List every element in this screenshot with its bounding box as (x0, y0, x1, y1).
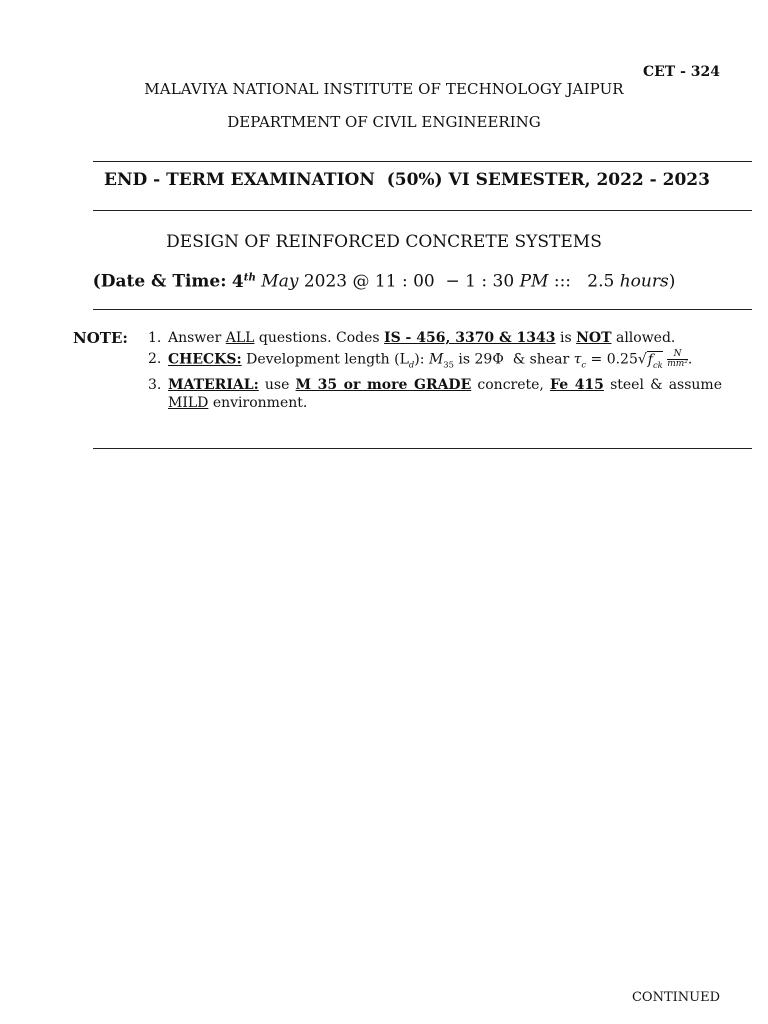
note-item: 1. Answer ALL questions. Codes IS - 456, 3370 & 1343 is NOT allowed. (148, 330, 676, 346)
grade-text: M 35 or more GRADE (295, 377, 472, 394)
exam-pm: PM (519, 271, 549, 292)
note-item: 3. MATERIAL: use M 35 or more GRADE concrete, Fe 415 steel & assume MILD environment. (148, 377, 722, 412)
sqrt-fck: $f_{ck}$ (647, 351, 663, 370)
notes-list (148, 329, 722, 415)
checks-text: CHECKS: (168, 351, 242, 368)
note-label: NOTE: (73, 329, 128, 347)
date-label: (Date & Time: (92, 271, 227, 292)
course-code: CET - 324 (642, 64, 720, 80)
exam-title: END - TERM EXAMINATION (50%) VI SEMESTER, 2022 - 2023 (104, 170, 710, 190)
duration-value: 2.5 (587, 271, 615, 292)
divider (93, 309, 752, 310)
steel-text: Fe 415 (550, 377, 604, 394)
fraction: $\frac{N}{\text{mm²}}$ (667, 349, 688, 369)
exam-month: May (261, 271, 299, 292)
separator: ::: (553, 271, 572, 292)
department-name: DEPARTMENT OF CIVIL ENGINEERING (227, 113, 541, 131)
date-time-line: (Date & Time: 4th May 2023 @ 11 : 00 − 1 : 30 PM ::: 2.5 hours) (92, 271, 676, 292)
not-text: NOT (576, 330, 612, 346)
course-title: DESIGN OF REINFORCED CONCRETE SYSTEMS (166, 232, 602, 252)
duration-unit: hours (619, 271, 669, 292)
material-text: MATERIAL: (168, 377, 259, 394)
divider (93, 161, 752, 162)
mild-text: MILD (168, 395, 209, 412)
exam-day: 4th (231, 271, 256, 292)
all-text: ALL (225, 330, 255, 346)
codes-text: IS - 456, 3370 & 1343 (384, 330, 556, 346)
note-item: 2. CHECKS: Development length $(L_d)$: $M_{35}$ is 29Φ & shear $\tau_c = 0.25√f_{ck}$ $\frac{N}{\text{mm²}}$ . (148, 349, 693, 370)
divider (93, 448, 752, 449)
exam-year-time: 2023 @ 11 : 00 − 1 : 30 (303, 271, 515, 292)
institute-name: MALAVIYA NATIONAL INSTITUTE OF TECHNOLOGY JAIPUR (144, 80, 624, 98)
continued-label: CONTINUED (631, 990, 720, 1005)
divider (93, 210, 752, 211)
